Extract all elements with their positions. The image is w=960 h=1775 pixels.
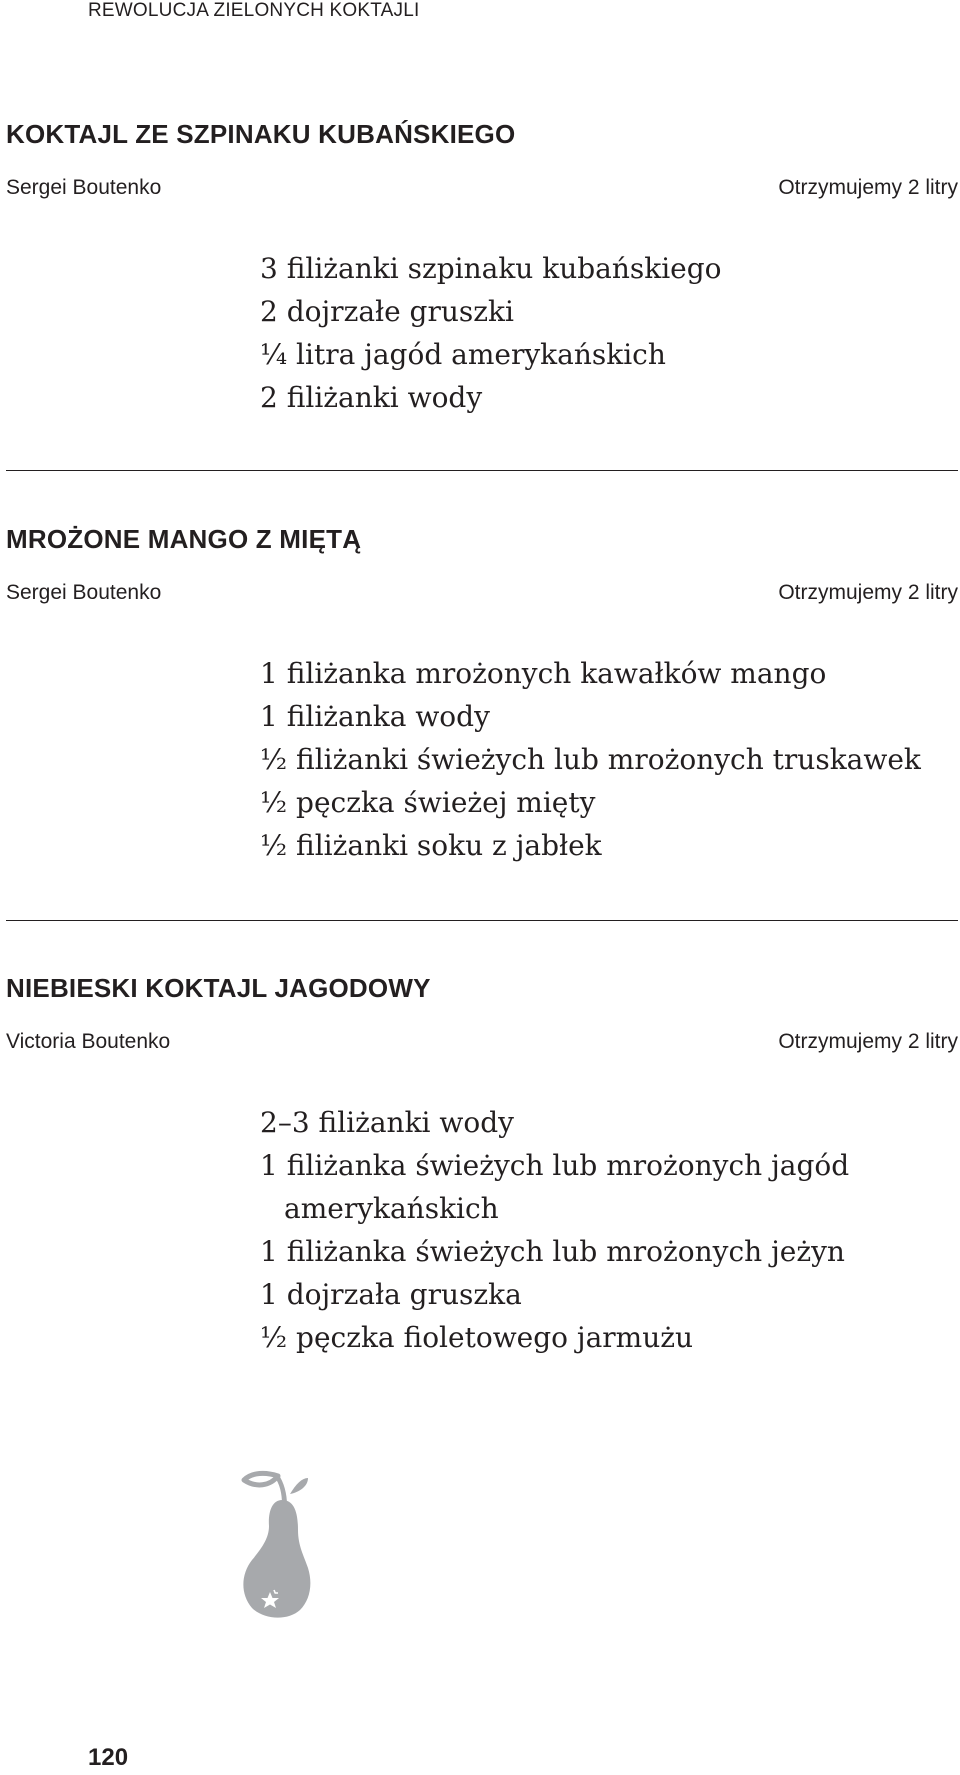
ingredient-list xyxy=(260,247,722,419)
ingredient: 2 filiżanki wody xyxy=(260,381,483,414)
recipe-title: KOKTAJL ZE SZPINAKU KUBAŃSKIEGO xyxy=(6,119,516,149)
ingredient-list xyxy=(260,652,921,867)
ingredient: 1 dojrzała gruszka xyxy=(260,1278,522,1311)
pear-icon xyxy=(238,1460,338,1620)
recipe-title: MROŻONE MANGO Z MIĘTĄ xyxy=(6,524,362,554)
ingredient: 1 filiżanka wody xyxy=(260,700,490,733)
running-head: REWOLUCJA ZIELONYCH KOKTAJLI xyxy=(88,0,420,21)
ingredient: 1 filiżanka mrożonych kawałków mango xyxy=(260,657,827,690)
recipe-yield: Otrzymujemy 2 litry xyxy=(778,581,958,604)
section-divider xyxy=(6,920,958,921)
recipe-title: NIEBIESKI KOKTAJL JAGODOWY xyxy=(6,973,431,1003)
recipe-yield: Otrzymujemy 2 litry xyxy=(778,176,958,199)
recipe-author: Sergei Boutenko xyxy=(6,176,162,199)
recipe-author: Sergei Boutenko xyxy=(6,581,162,604)
ingredient: 1 filiżanka świeżych lub mrożonych jagód xyxy=(260,1149,850,1182)
ingredient: 3 filiżanki szpinaku kubańskiego xyxy=(260,252,722,285)
recipe-yield: Otrzymujemy 2 litry xyxy=(778,1030,958,1053)
section-divider xyxy=(6,470,958,471)
ingredient: ½ filiżanki świeżych lub mrożonych truskawek xyxy=(260,743,921,776)
ingredient: 2–3 filiżanki wody xyxy=(260,1106,514,1139)
ingredient: ½ pęczka świeżej mięty xyxy=(260,786,596,819)
ingredient: ½ pęczka fioletowego jarmużu xyxy=(260,1321,694,1354)
ingredient-list xyxy=(260,1101,849,1359)
ingredient: 2 dojrzałe gruszki xyxy=(260,295,514,328)
ingredient: 1 filiżanka świeżych lub mrożonych jeżyn xyxy=(260,1235,845,1268)
page-number: 120 xyxy=(88,1744,129,1771)
ingredient-continuation: amerykańskich xyxy=(284,1192,499,1225)
recipe-author: Victoria Boutenko xyxy=(6,1030,171,1053)
ingredient: ½ filiżanki soku z jabłek xyxy=(260,829,602,862)
ingredient: ¼ litra jagód amerykańskich xyxy=(260,338,666,371)
